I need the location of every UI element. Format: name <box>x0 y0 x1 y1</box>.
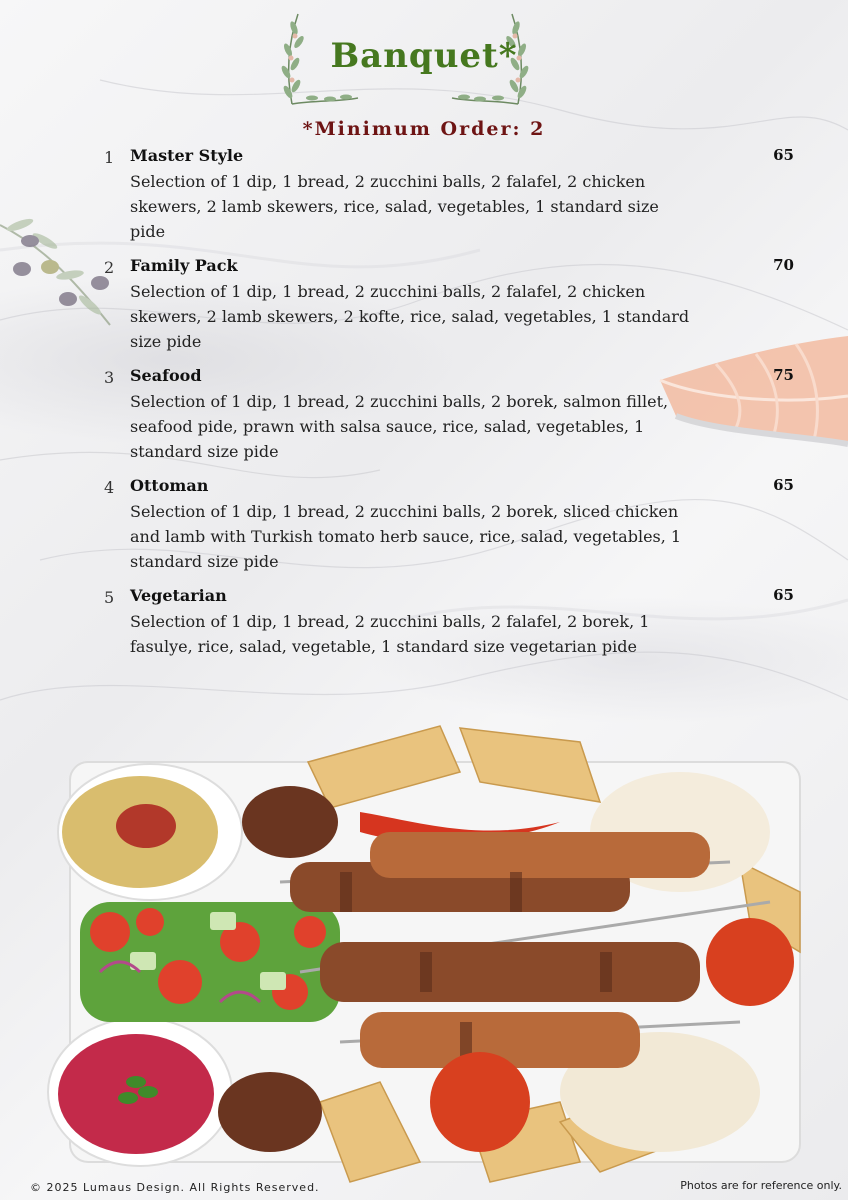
item-name: Master Style <box>130 146 244 165</box>
item-price: 70 <box>773 256 794 274</box>
item-description: Selection of 1 dip, 1 bread, 2 zucchini balls, 2 falafel, 2 chicken skewers, 2 lamb skewers, rice, salad, vegetables, 1 standard size pide <box>130 172 659 241</box>
item-description: Selection of 1 dip, 1 bread, 2 zucchini balls, 2 falafel, 2 borek, 1 fasulye, rice, salad, vegetable, 1 standard size vegetarian pide <box>130 612 650 656</box>
olive-branch-icon <box>0 205 120 335</box>
page-title: Banquet* <box>330 36 518 76</box>
item-price: 65 <box>773 586 794 604</box>
item-name: Family Pack <box>130 256 238 275</box>
banquet-menu-list <box>104 146 804 671</box>
header <box>0 0 848 120</box>
menu-item <box>104 256 804 354</box>
item-number: 1 <box>104 148 115 167</box>
menu-item <box>104 586 804 659</box>
item-name: Seafood <box>130 366 202 385</box>
minimum-order-note: *Minimum Order: 2 <box>302 118 546 140</box>
item-number: 4 <box>104 478 115 497</box>
item-description: Selection of 1 dip, 1 bread, 2 zucchini balls, 2 borek, sliced chicken and lamb with Turkish tomato herb sauce, rice, salad, vegetables, 1 standard size pide <box>130 502 682 571</box>
item-price: 75 <box>773 366 794 384</box>
item-price: 65 <box>773 476 794 494</box>
item-number: 3 <box>104 368 115 387</box>
photo-disclaimer: Photos are for reference only. <box>680 1179 842 1192</box>
item-number: 5 <box>104 588 115 607</box>
item-name: Vegetarian <box>130 586 227 605</box>
copyright-notice: © 2025 Lumaus Design. All Rights Reserved. <box>30 1181 320 1194</box>
item-name: Ottoman <box>130 476 209 495</box>
item-price: 65 <box>773 146 794 164</box>
banquet-platter-photo <box>40 722 830 1192</box>
item-description: Selection of 1 dip, 1 bread, 2 zucchini balls, 2 falafel, 2 chicken skewers, 2 lamb skewers, 2 kofte, rice, salad, vegetables, 1 standard size pide <box>130 282 690 351</box>
menu-item <box>104 476 804 574</box>
menu-item <box>104 366 804 464</box>
menu-item <box>104 146 804 244</box>
item-description: Selection of 1 dip, 1 bread, 2 zucchini balls, 2 borek, salmon fillet, seafood pide, prawn with salsa sauce, rice, salad, vegetables, 1 standard size pide <box>130 392 669 461</box>
item-number: 2 <box>104 258 115 277</box>
